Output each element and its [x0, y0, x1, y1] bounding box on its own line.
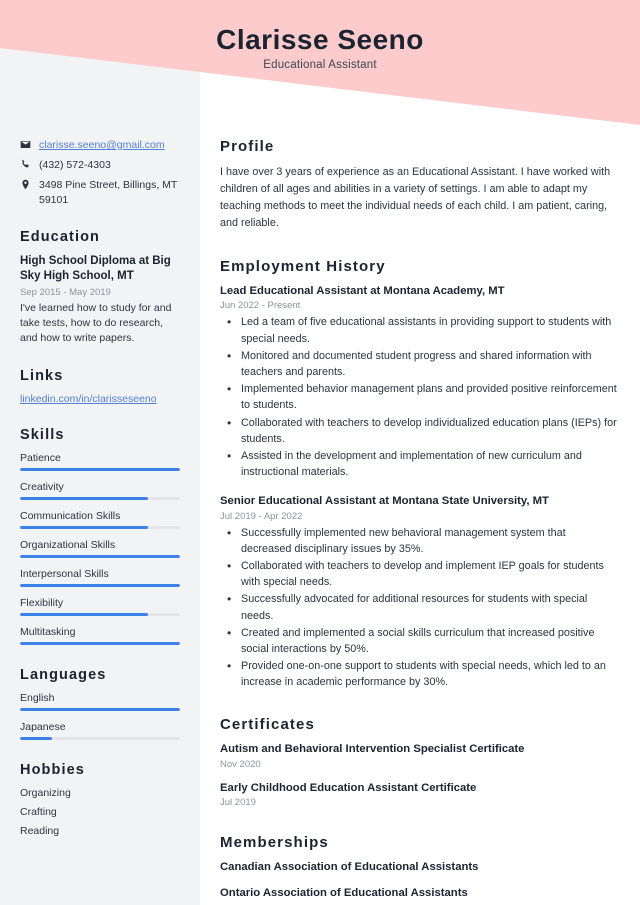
hobby-item: Reading: [20, 825, 60, 838]
skill-bar-track: [20, 584, 180, 587]
employment-heading: Employment History: [220, 258, 386, 276]
contact-list: [20, 138, 180, 207]
language-bar-fill: [20, 737, 52, 740]
phone-icon: [20, 159, 31, 170]
language-bar-track: [20, 737, 180, 740]
skill-bar-fill: [20, 526, 148, 529]
certificates-heading: Certificates: [220, 716, 315, 734]
language-bar-track: [20, 708, 180, 711]
skill-label: Organizational Skills: [20, 539, 116, 552]
hobby-item: Crafting: [20, 806, 57, 819]
language-bar-fill: [20, 708, 180, 711]
skill-label: Flexibility: [20, 597, 64, 610]
membership-item: Canadian Association of Educational Assistants: [220, 860, 479, 873]
skill-bar-track: [20, 497, 180, 500]
skills-heading: Skills: [20, 427, 65, 444]
membership-item: Ontario Association of Educational Assistants: [220, 887, 468, 900]
main-content: [200, 130, 640, 905]
bullet-item: • Collaborated with teachers to develop and implement IEP goals for students with special needs.: [224, 558, 618, 590]
certificate-name: Autism and Behavioral Intervention Specialist Certificate: [220, 743, 525, 756]
skill-item: [20, 539, 180, 558]
language-label: English: [20, 692, 55, 705]
skill-bar-fill: [20, 613, 148, 616]
contact-phone-text: (432) 572-4303: [39, 159, 111, 172]
skill-label: Communication Skills: [20, 510, 121, 523]
skill-bar-fill: [20, 555, 180, 558]
bullet-item: • Implemented behavior management plans and provided positive reinforcement to students.: [224, 381, 618, 413]
contact-item-email: [20, 138, 180, 152]
certificate-date: Nov 2020: [220, 758, 261, 770]
skills-list: [20, 452, 180, 645]
skill-bar-track: [20, 642, 180, 645]
skill-item: [20, 481, 180, 500]
skill-item: [20, 510, 180, 529]
hobby-item: Organizing: [20, 787, 71, 800]
bullet-item: • Monitored and documented student progress and shared information with teachers and parents.: [224, 348, 618, 380]
skill-bar-track: [20, 468, 180, 471]
sidebar: [0, 130, 200, 844]
bullet-item: • Collaborated with teachers to develop individualized education plans (IEPs) for students.: [224, 415, 618, 447]
header-content: [0, 0, 640, 95]
envelope-icon: [20, 139, 31, 150]
bullet-item: • Successfully implemented new behavioral management system that decreased disciplinary issues by 35%.: [224, 525, 618, 557]
page-title: Clarisse Seeno: [216, 23, 424, 55]
education-entry: [20, 254, 180, 347]
skill-bar-fill: [20, 468, 180, 471]
hobbies-heading: Hobbies: [20, 762, 85, 779]
skill-label: Interpersonal Skills: [20, 568, 109, 581]
contact-address-text: 3498 Pine Street, Billings, MT 59101: [39, 179, 178, 206]
contact-item-phone: [20, 158, 180, 172]
skill-item: [20, 568, 180, 587]
certificate-date: Jul 2019: [220, 796, 256, 808]
skill-item: [20, 597, 180, 616]
language-label: Japanese: [20, 721, 66, 734]
links-list: [20, 393, 180, 405]
employment-entry: [220, 284, 618, 480]
bullet-item: • Assisted in the development and implementation of new curriculum and instructional materials.: [224, 448, 618, 480]
bullet-item: • Created and implemented a social skills curriculum that increased positive social interactions by 50%.: [224, 625, 618, 657]
employment-role: Senior Educational Assistant at Montana State University, MT: [220, 495, 549, 508]
bullet-item: • Led a team of five educational assistants in providing support to students with special needs.: [224, 314, 618, 346]
profile-text: I have over 3 years of experience as an Educational Assistant. I have worked with children of all ages and abilities in a variety of settings. I am able to adapt my teaching methods to meet the individual needs of each child. I am patient, caring, and reliable.: [220, 166, 611, 230]
skill-bar-track: [20, 613, 180, 616]
language-item: [20, 721, 180, 740]
education-degree: High School Diploma at Big Sky High School, MT: [20, 254, 171, 283]
language-item: [20, 692, 180, 711]
links-heading: Links: [20, 368, 64, 385]
languages-heading: Languages: [20, 667, 107, 684]
certificate-name: Early Childhood Education Assistant Certificate: [220, 781, 477, 794]
profile-heading: Profile: [220, 138, 275, 155]
employment-entry: [220, 494, 618, 690]
link-item-linkedin[interactable]: linkedin.com/in/clarisseseeno: [20, 393, 157, 406]
certificate-entry: [220, 742, 618, 769]
contact-email-link[interactable]: clarisse.seeno@gmail.com: [39, 139, 165, 151]
bullet-item: • Provided one-on-one support to students with special needs, which led to an increase in academic performance by 30%.: [224, 658, 618, 690]
skill-label: Patience: [20, 452, 61, 465]
skill-bar-fill: [20, 497, 148, 500]
employment-date: Jul 2019 - Apr 2022: [220, 510, 303, 522]
certificate-entry: [220, 781, 618, 808]
skill-label: Multitasking: [20, 626, 76, 639]
education-date: Sep 2015 - May 2019: [20, 286, 111, 298]
employment-bullets: [220, 525, 618, 691]
skill-bar-track: [20, 555, 180, 558]
skill-bar-track: [20, 526, 180, 529]
location-pin-icon: [20, 179, 31, 190]
memberships-heading: Memberships: [220, 833, 329, 851]
hobbies-list: [20, 787, 180, 837]
employment-bullets: [220, 314, 618, 480]
header-subtitle: Educational Assistant: [263, 59, 377, 72]
education-description: I've learned how to study for and take tests, how to do research, and how to write papers.: [20, 301, 172, 345]
education-heading: Education: [20, 228, 100, 245]
employment-role: Lead Educational Assistant at Montana Academy, MT: [220, 285, 505, 298]
skill-label: Creativity: [20, 481, 64, 494]
contact-item-address: [20, 178, 180, 206]
skill-item: [20, 452, 180, 471]
skill-bar-fill: [20, 642, 180, 645]
languages-list: [20, 692, 180, 740]
bullet-item: • Successfully advocated for additional resources for students with special needs.: [224, 591, 618, 623]
skill-bar-fill: [20, 584, 180, 587]
employment-date: Jun 2022 - Present: [220, 300, 301, 312]
skill-item: [20, 626, 180, 645]
